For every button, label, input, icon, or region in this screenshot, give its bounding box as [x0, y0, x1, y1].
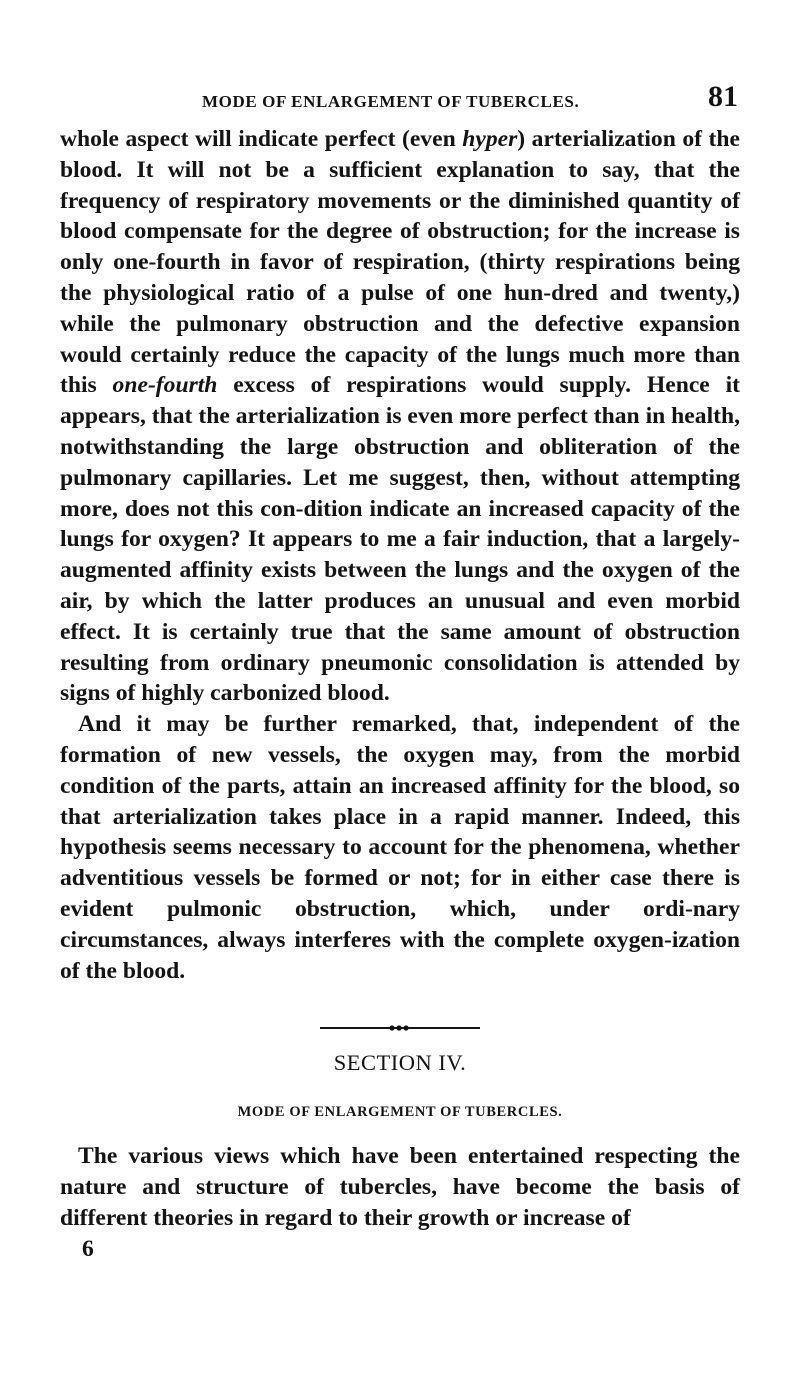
main-text: [60, 124, 740, 986]
divider-rule-icon: [320, 1020, 480, 1036]
signature-mark: 6: [82, 1235, 94, 1262]
paragraph1-part3: excess of respirations would supply. Hence it appears, that the arterialization is even more perfect than in health, notwithstanding the large obstruction and obliteration of the pulmonary capillaries. Let me suggest, then, without attempting more, does not this con-dition indicate an increased capacity of the lungs for oxygen? It appears to me a fair induction, that a largely-augmented affinity exists between the lungs and the oxygen of the air, by which the latter produces an unusual and even morbid effect. It is certainly true that the same amount of obstruction resulting from ordinary pneumonic consolidation is attended by signs of highly carbonized blood.: [60, 372, 740, 707]
running-header: [60, 80, 740, 120]
italic-one-fourth: one-fourth: [112, 372, 218, 399]
paragraph-second: And it may be further remarked, that, independent of the formation of new vessels, the oxygen may, from the morbid condition of the parts, attain an increased affinity for the blood, so that arterialization takes place in a rapid manner. Indeed, this hypothesis seems necessary to account for the phenomena, whether adventitious vessels be formed or not; for in either case there is evident pulmonic obstruction, which, under ordi-nary circumstances, always interferes with the complete oxygen-ization of the blood.: [60, 711, 740, 984]
section-heading: SECTION IV.: [333, 1050, 467, 1076]
section-divider-ornament: [320, 1020, 480, 1036]
section-subheading: MODE OF ENLARGEMENT OF TUBERCLES.: [237, 1104, 563, 1121]
paragraph1-part1: whole aspect will indicate perfect (even: [60, 126, 463, 152]
page-number: 81: [708, 80, 738, 113]
section-paragraph: The various views which have been entertained respecting the nature and structure of tubercles, have become the basis of different theories in regard to their growth or increase of: [60, 1143, 740, 1231]
paragraph-continued: [60, 124, 740, 709]
book-page: [60, 80, 740, 1265]
running-title: MODE OF ENLARGEMENT OF TUBERCLES.: [202, 92, 580, 111]
italic-hyper: hyper: [462, 126, 518, 152]
section-text: [60, 1141, 740, 1233]
paragraph1-part2: ) arterialization of the blood. It will not be a sufficient explanation to say, that the frequency of respiratory movements or the diminished quantity of blood compensate for the degree of obstruction; for the increase is only one-fourth in favor of respiration, (thirty respirations being the physiological ratio of a pulse of one hun-dred and twenty,) while the pulmonary obstruction and the defective expansion would certainly reduce the capacity of the lungs much more than this: [60, 126, 740, 399]
